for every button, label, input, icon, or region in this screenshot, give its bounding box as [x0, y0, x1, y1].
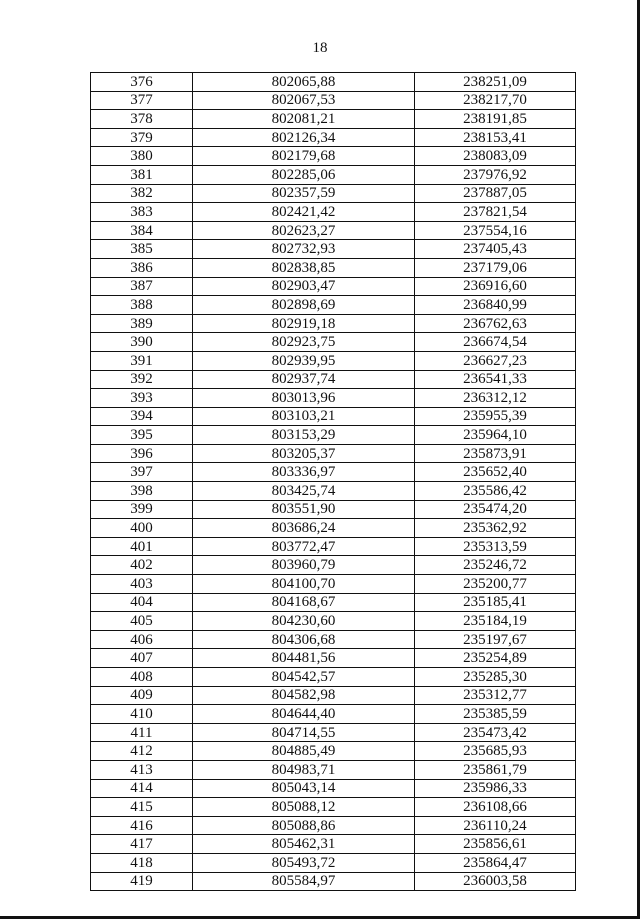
table-row [91, 668, 576, 687]
table-row [91, 463, 576, 482]
y-coordinate-cell: 238251,09 [415, 73, 576, 92]
x-coordinate-cell: 802937,74 [193, 370, 415, 389]
y-coordinate-cell: 235385,59 [415, 705, 576, 724]
point-number-cell: 385 [91, 240, 193, 259]
x-coordinate-cell: 803153,29 [193, 426, 415, 445]
coordinates-table-body [91, 73, 576, 891]
x-coordinate-cell: 802126,34 [193, 128, 415, 147]
x-coordinate-cell: 803772,47 [193, 537, 415, 556]
x-coordinate-cell: 802939,95 [193, 351, 415, 370]
x-coordinate-cell: 802732,93 [193, 240, 415, 259]
table-row [91, 612, 576, 631]
x-coordinate-cell: 802065,88 [193, 73, 415, 92]
point-number-cell: 417 [91, 835, 193, 854]
point-number-cell: 401 [91, 537, 193, 556]
x-coordinate-cell: 804481,56 [193, 649, 415, 668]
point-number-cell: 418 [91, 853, 193, 872]
x-coordinate-cell: 804306,68 [193, 630, 415, 649]
point-number-cell: 400 [91, 519, 193, 538]
y-coordinate-cell: 236916,60 [415, 277, 576, 296]
x-coordinate-cell: 803013,96 [193, 389, 415, 408]
x-coordinate-cell: 805088,86 [193, 816, 415, 835]
table-row [91, 742, 576, 761]
point-number-cell: 384 [91, 221, 193, 240]
table-row [91, 240, 576, 259]
table-row [91, 537, 576, 556]
table-row [91, 723, 576, 742]
y-coordinate-cell: 236108,66 [415, 798, 576, 817]
x-coordinate-cell: 804100,70 [193, 575, 415, 594]
point-number-cell: 378 [91, 110, 193, 129]
point-number-cell: 410 [91, 705, 193, 724]
point-number-cell: 393 [91, 389, 193, 408]
table-row [91, 91, 576, 110]
table-row [91, 760, 576, 779]
table-row [91, 835, 576, 854]
y-coordinate-cell: 235474,20 [415, 500, 576, 519]
y-coordinate-cell: 235586,42 [415, 482, 576, 501]
table-row [91, 258, 576, 277]
point-number-cell: 405 [91, 612, 193, 631]
point-number-cell: 377 [91, 91, 193, 110]
y-coordinate-cell: 236674,54 [415, 333, 576, 352]
table-row [91, 333, 576, 352]
table-row [91, 556, 576, 575]
point-number-cell: 409 [91, 686, 193, 705]
x-coordinate-cell: 804885,49 [193, 742, 415, 761]
y-coordinate-cell: 236003,58 [415, 872, 576, 891]
y-coordinate-cell: 237821,54 [415, 203, 576, 222]
y-coordinate-cell: 235873,91 [415, 444, 576, 463]
point-number-cell: 380 [91, 147, 193, 166]
y-coordinate-cell: 235197,67 [415, 630, 576, 649]
y-coordinate-cell: 235254,89 [415, 649, 576, 668]
point-number-cell: 390 [91, 333, 193, 352]
y-coordinate-cell: 235964,10 [415, 426, 576, 445]
table-row [91, 389, 576, 408]
y-coordinate-cell: 238217,70 [415, 91, 576, 110]
y-coordinate-cell: 237887,05 [415, 184, 576, 203]
x-coordinate-cell: 802898,69 [193, 296, 415, 315]
point-number-cell: 408 [91, 668, 193, 687]
x-coordinate-cell: 804644,40 [193, 705, 415, 724]
x-coordinate-cell: 803205,37 [193, 444, 415, 463]
x-coordinate-cell: 804542,57 [193, 668, 415, 687]
x-coordinate-cell: 804168,67 [193, 593, 415, 612]
table-row [91, 482, 576, 501]
point-number-cell: 413 [91, 760, 193, 779]
y-coordinate-cell: 235246,72 [415, 556, 576, 575]
y-coordinate-cell: 236312,12 [415, 389, 576, 408]
point-number-cell: 419 [91, 872, 193, 891]
x-coordinate-cell: 802285,06 [193, 165, 415, 184]
point-number-cell: 398 [91, 482, 193, 501]
point-number-cell: 389 [91, 314, 193, 333]
x-coordinate-cell: 804230,60 [193, 612, 415, 631]
x-coordinate-cell: 802919,18 [193, 314, 415, 333]
coordinates-table [90, 72, 576, 891]
point-number-cell: 407 [91, 649, 193, 668]
x-coordinate-cell: 805462,31 [193, 835, 415, 854]
table-row [91, 853, 576, 872]
y-coordinate-cell: 236762,63 [415, 314, 576, 333]
x-coordinate-cell: 803960,79 [193, 556, 415, 575]
y-coordinate-cell: 236627,23 [415, 351, 576, 370]
x-coordinate-cell: 803551,90 [193, 500, 415, 519]
point-number-cell: 404 [91, 593, 193, 612]
y-coordinate-cell: 238083,09 [415, 147, 576, 166]
table-row [91, 184, 576, 203]
y-coordinate-cell: 237179,06 [415, 258, 576, 277]
table-row [91, 147, 576, 166]
x-coordinate-cell: 804714,55 [193, 723, 415, 742]
table-row [91, 630, 576, 649]
y-coordinate-cell: 235986,33 [415, 779, 576, 798]
y-coordinate-cell: 237405,43 [415, 240, 576, 259]
y-coordinate-cell: 235685,93 [415, 742, 576, 761]
point-number-cell: 396 [91, 444, 193, 463]
table-row [91, 128, 576, 147]
table-row [91, 370, 576, 389]
x-coordinate-cell: 804582,98 [193, 686, 415, 705]
point-number-cell: 411 [91, 723, 193, 742]
table-row [91, 277, 576, 296]
y-coordinate-cell: 235861,79 [415, 760, 576, 779]
page-number: 18 [312, 40, 328, 56]
point-number-cell: 394 [91, 407, 193, 426]
table-row [91, 705, 576, 724]
table-row [91, 519, 576, 538]
x-coordinate-cell: 804983,71 [193, 760, 415, 779]
x-coordinate-cell: 802923,75 [193, 333, 415, 352]
table-row [91, 575, 576, 594]
y-coordinate-cell: 235184,19 [415, 612, 576, 631]
x-coordinate-cell: 802357,59 [193, 184, 415, 203]
y-coordinate-cell: 237976,92 [415, 165, 576, 184]
y-coordinate-cell: 235864,47 [415, 853, 576, 872]
point-number-cell: 395 [91, 426, 193, 445]
table-row [91, 221, 576, 240]
x-coordinate-cell: 802903,47 [193, 277, 415, 296]
point-number-cell: 412 [91, 742, 193, 761]
y-coordinate-cell: 235200,77 [415, 575, 576, 594]
y-coordinate-cell: 238191,85 [415, 110, 576, 129]
x-coordinate-cell: 803686,24 [193, 519, 415, 538]
point-number-cell: 388 [91, 296, 193, 315]
x-coordinate-cell: 803103,21 [193, 407, 415, 426]
table-row [91, 593, 576, 612]
y-coordinate-cell: 235473,42 [415, 723, 576, 742]
table-row [91, 203, 576, 222]
x-coordinate-cell: 802421,42 [193, 203, 415, 222]
y-coordinate-cell: 235955,39 [415, 407, 576, 426]
point-number-cell: 402 [91, 556, 193, 575]
table-row [91, 779, 576, 798]
point-number-cell: 406 [91, 630, 193, 649]
point-number-cell: 414 [91, 779, 193, 798]
table-row [91, 110, 576, 129]
x-coordinate-cell: 805043,14 [193, 779, 415, 798]
x-coordinate-cell: 802623,27 [193, 221, 415, 240]
table-row [91, 407, 576, 426]
table-row [91, 798, 576, 817]
table-row [91, 73, 576, 92]
table-row [91, 426, 576, 445]
y-coordinate-cell: 237554,16 [415, 221, 576, 240]
x-coordinate-cell: 802067,53 [193, 91, 415, 110]
x-coordinate-cell: 802081,21 [193, 110, 415, 129]
table-row [91, 444, 576, 463]
table-row [91, 816, 576, 835]
table-row [91, 649, 576, 668]
y-coordinate-cell: 235362,92 [415, 519, 576, 538]
table-row [91, 351, 576, 370]
y-coordinate-cell: 238153,41 [415, 128, 576, 147]
x-coordinate-cell: 803336,97 [193, 463, 415, 482]
x-coordinate-cell: 802838,85 [193, 258, 415, 277]
point-number-cell: 379 [91, 128, 193, 147]
y-coordinate-cell: 235285,30 [415, 668, 576, 687]
y-coordinate-cell: 236840,99 [415, 296, 576, 315]
y-coordinate-cell: 235856,61 [415, 835, 576, 854]
point-number-cell: 415 [91, 798, 193, 817]
table-row [91, 314, 576, 333]
x-coordinate-cell: 803425,74 [193, 482, 415, 501]
table-row [91, 296, 576, 315]
table-row [91, 686, 576, 705]
x-coordinate-cell: 805493,72 [193, 853, 415, 872]
point-number-cell: 403 [91, 575, 193, 594]
y-coordinate-cell: 235652,40 [415, 463, 576, 482]
point-number-cell: 386 [91, 258, 193, 277]
point-number-cell: 397 [91, 463, 193, 482]
point-number-cell: 391 [91, 351, 193, 370]
point-number-cell: 376 [91, 73, 193, 92]
y-coordinate-cell: 236541,33 [415, 370, 576, 389]
y-coordinate-cell: 235313,59 [415, 537, 576, 556]
y-coordinate-cell: 235185,41 [415, 593, 576, 612]
table-row [91, 165, 576, 184]
point-number-cell: 392 [91, 370, 193, 389]
x-coordinate-cell: 802179,68 [193, 147, 415, 166]
table-row [91, 500, 576, 519]
point-number-cell: 382 [91, 184, 193, 203]
point-number-cell: 399 [91, 500, 193, 519]
point-number-cell: 416 [91, 816, 193, 835]
table-row [91, 872, 576, 891]
y-coordinate-cell: 235312,77 [415, 686, 576, 705]
point-number-cell: 383 [91, 203, 193, 222]
y-coordinate-cell: 236110,24 [415, 816, 576, 835]
x-coordinate-cell: 805088,12 [193, 798, 415, 817]
point-number-cell: 381 [91, 165, 193, 184]
point-number-cell: 387 [91, 277, 193, 296]
x-coordinate-cell: 805584,97 [193, 872, 415, 891]
